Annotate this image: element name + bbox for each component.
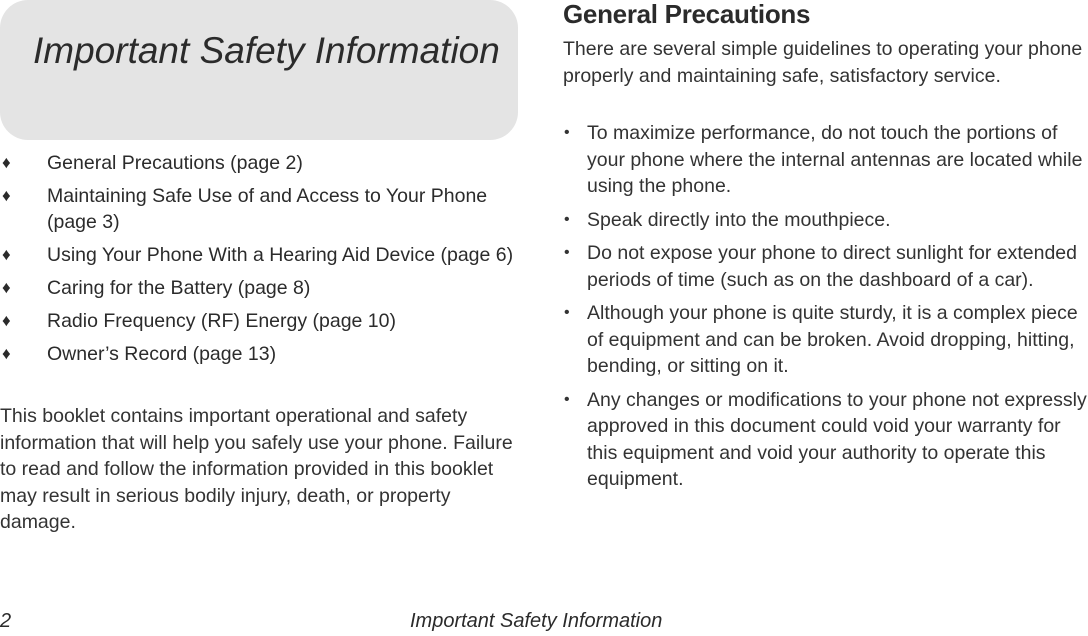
contents-item [0,341,530,367]
contents-item-label: Maintaining Safe Use of and Access to Your Phone (page 3) [47,185,488,233]
page-number: 2 [0,610,12,632]
running-footer-title: Important Safety Information [410,610,663,632]
intro-paragraph: This booklet contains important operational and safety information that will help you safely use your phone. Failure to read and follow the information provided in this booklet may result in serious bodily injury, death, or property damage. [0,405,513,533]
precaution-item [563,387,1088,493]
precaution-text: To maximize performance, do not touch the portions of your phone where the internal antennas are located while using the phone. [587,122,1083,197]
contents-item-label: General Precautions (page 2) [47,152,303,174]
contents-item [0,308,530,334]
section-heading: General Precautions [563,0,811,29]
diamond-bullet-icon: ♦ [2,311,11,330]
bullet-dot-icon: • [564,244,570,261]
precaution-text: Although your phone is quite sturdy, it is a complex piece of equipment and can be broken. Avoid dropping, hitting, bending, or sitting on it. [587,302,1078,377]
contents-item [0,275,530,301]
page-title: Important Safety Information [33,30,500,71]
bullet-dot-icon: • [564,124,570,141]
contents-item [0,242,530,268]
contents-item-label: Caring for the Battery (page 8) [47,277,311,299]
contents-item-label: Using Your Phone With a Hearing Aid Device (page 6) [47,244,514,266]
precaution-item [563,207,1088,234]
precaution-item [563,120,1088,200]
precaution-text: Do not expose your phone to direct sunlight for extended periods of time (such as on the dashboard of a car). [587,242,1077,291]
diamond-bullet-icon: ♦ [2,153,11,172]
contents-list [0,150,530,374]
lead-paragraph: There are several simple guidelines to operating your phone properly and maintaining safe, satisfactory service. [563,38,1083,87]
precautions-list [563,120,1088,500]
diamond-bullet-icon: ♦ [2,245,11,264]
contents-item-label: Owner’s Record (page 13) [47,343,277,365]
diamond-bullet-icon: ♦ [2,186,11,205]
precaution-text: Speak directly into the mouthpiece. [587,208,891,231]
bullet-dot-icon: • [564,304,570,321]
contents-item [0,150,530,176]
bullet-dot-icon: • [564,210,570,228]
contents-item [0,183,530,235]
precaution-item [563,300,1088,380]
precaution-item [563,240,1088,293]
precaution-text: Any changes or modifications to your phone not expressly approved in this document could void your warranty for this equipment and void your authority to operate this equipment. [587,388,1087,490]
diamond-bullet-icon: ♦ [2,278,11,297]
contents-item-label: Radio Frequency (RF) Energy (page 10) [47,310,396,332]
bullet-dot-icon: • [564,390,570,408]
diamond-bullet-icon: ♦ [2,344,11,363]
title-box [0,0,518,140]
